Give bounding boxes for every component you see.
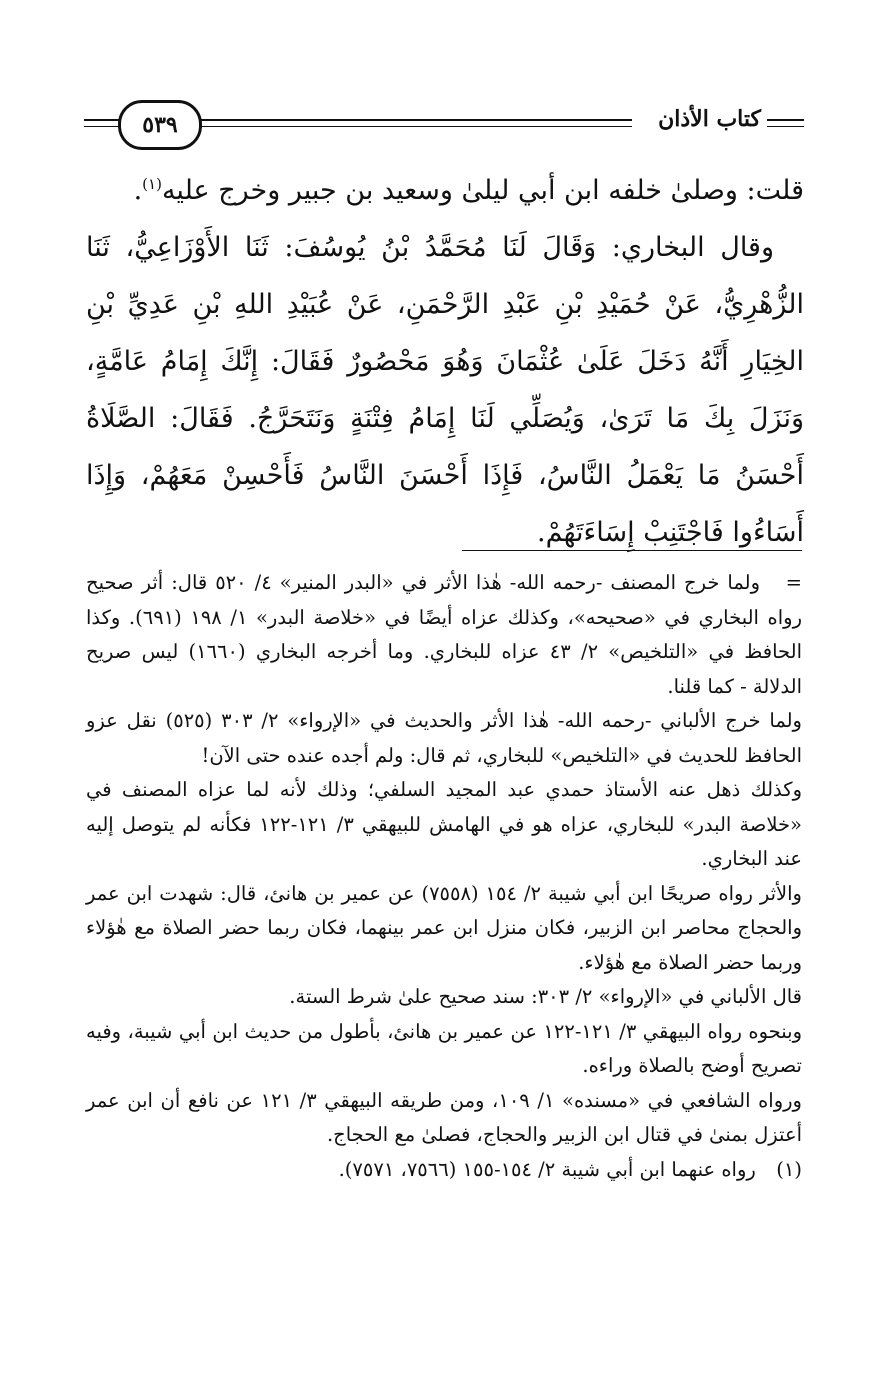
footnote-reference: (١) xyxy=(142,175,162,193)
footnote-paragraph: قال الألباني في «الإرواء» ٢/ ٣٠٣: سند صحيح علىٰ شرط الستة. xyxy=(289,985,802,1008)
running-title: كتاب الأذان xyxy=(652,106,767,132)
header-rule-middle-bottom xyxy=(192,126,632,127)
footnote-paragraph: ولما خرج الألباني -رحمه الله- هٰذا الأثر والحديث في «الإرواء» ٢/ ٣٠٣ (٥٢٥) نقل عزو الحافظ للحديث في «التلخيص» للبخاري، ثم قال: ولم أجده عنده حتى الآن! xyxy=(86,709,802,767)
main-text xyxy=(86,162,804,561)
main-paragraph-2: وقال البخاري: وَقَالَ لَنَا مُحَمَّدُ بْنُ يُوسُفَ: ثَنَا الأَوْزَاعِيُّ، ثَنَا الزُّهْرِيُّ، عَنْ حُمَيْدِ بْنِ عَبْدِ الرَّحْمَنِ، عَنْ عُبَيْدِ اللهِ بْنِ عَدِيِّ بْنِ الخِيَارِ أَنَّهُ دَخَلَ عَلَىٰ عُثْمَانَ وَهُوَ مَحْصُورٌ فَقَالَ: إِنَّكَ إِمَامُ عَامَّةٍ، وَنَزَلَ بِكَ مَا تَرَىٰ، وَيُصَلِّي لَنَا إِمَامُ فِتْنَةٍ وَنَتَحَرَّجُ. فَقَالَ: الصَّلَاةُ أَحْسَنُ مَا يَعْمَلُ النَّاسُ، فَإِذَا أَحْسَنَ النَّاسُ فَأَحْسِنْ مَعَهُمْ، وَإِذَا أَسَاءُوا فَاجْتَنِبْ إِسَاءَتَهُمْ. xyxy=(86,232,804,548)
footnote-paragraph: = ولما خرج المصنف -رحمه الله- هٰذا الأثر في «البدر المنير» ٤/ ٥٢٠ قال: أثر صحيح رواه البخاري في «صحيحه»، وكذلك عزاه أيضًا في «خلاصة البدر» ١/ ١٩٨ (٦٩١). وكذا الحافظ في «التلخيص» ٢/ ٤٣ عزاه للبخاري. وما أخرجه البخاري (١٦٦٠) ليس صريح الدلالة - كما قلنا. xyxy=(86,566,802,704)
footnote-number: (١) xyxy=(776,1157,802,1181)
footnote-text: رواه عنهما ابن أبي شيبة ٢/ ١٥٤-١٥٥ (٧٥٦٦، ٧٥٧١). xyxy=(338,1157,756,1181)
page-header xyxy=(0,92,879,162)
footnote-paragraph: وبنحوه رواه البيهقي ٣/ ١٢١-١٢٢ عن عمير بن هانئ، بأطول من حديث ابن أبي شيبة، وفيه تصريح أوضح بالصلاة وراءه. xyxy=(86,1019,802,1077)
footnotes xyxy=(86,566,802,1187)
footnote-separator xyxy=(462,550,802,551)
footnote-paragraph: ورواه الشافعي في «مسنده» ١/ ١٠٩، ومن طريقه البيهقي ٣/ ١٢١ عن نافع أن ابن عمر أعتزل بمنىٰ في قتال ابن الزبير والحجاج، فصلىٰ مع الحجاج. xyxy=(86,1088,802,1146)
footnote-paragraph: والأثر رواه صريحًا ابن أبي شيبة ٢/ ١٥٤ (٧٥٥٨) عن عمير بن هانئ، قال: شهدت ابن عمر والحجاج محاصر ابن الزبير، فكان منزل ابن عمر بينهما، فكان ربما حضر الصلاة مع هٰؤلاء وربما حضر الصلاة مع هٰؤلاء. xyxy=(86,881,802,974)
page-number-badge xyxy=(118,100,202,150)
header-rule-middle-top xyxy=(192,119,632,121)
footnote-1 xyxy=(86,1153,802,1188)
footnote-paragraph: وكذلك ذهل عنه الأستاذ حمدي عبد المجيد السلفي؛ وذلك لأنه لما عزاه المصنف في «خلاصة البدر» للبخاري، عزاه هو في الهامش للبيهقي ٣/ ١٢١-١٢٢ فكأنه لم يتوصل إليه عند البخاري. xyxy=(86,778,802,870)
main-paragraph-1: قلت: وصلىٰ خلفه ابن أبي ليلىٰ وسعيد بن جبير وخرج عليه$^{(١)}$. xyxy=(133,175,804,206)
continuation-marker: = xyxy=(785,571,802,594)
page-number: ٥٣٩ xyxy=(142,112,178,138)
